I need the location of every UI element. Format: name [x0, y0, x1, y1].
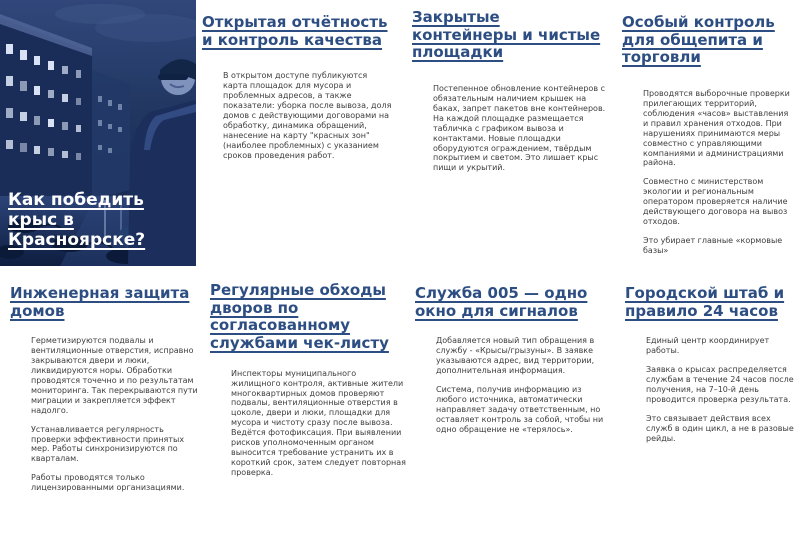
hero-image	[0, 0, 196, 266]
section-title-city-hq: Городской штаб и правило 24 часов	[625, 284, 785, 320]
section-catering-control	[622, 14, 794, 256]
section-body	[415, 336, 607, 434]
section-paragraph: Единый центр координирует работы.	[646, 336, 770, 356]
section-body	[412, 84, 608, 173]
section-regular-rounds	[210, 282, 406, 478]
section-paragraph: Проводятся выборочные проверки прилегающих территорий, соблюдения «часов» выставления и правил хранения отходов. При нарушениях принимаются меры совместно с управляющими компаниями и администрациями района.	[643, 89, 790, 168]
hero-title: Как победить крыс в Красноярске?	[8, 190, 146, 251]
section-title-open-reporting: Открытая отчётность и контроль качества	[202, 13, 388, 49]
section-paragraph: Это убирает главные «кормовые базы»	[643, 235, 783, 255]
section-paragraph: В открытом доступе публикуются карта площадок для мусора и проблемных адресов, а также показатели: уборка после вывоза, доля домов с действующими договорами на обработку, динамика обращений, нанесение на карту "красных зон" (наиболее проблемных) с указанием сроков проведения работ.	[223, 71, 392, 160]
section-body	[210, 369, 406, 478]
section-body	[625, 336, 795, 443]
section-engineering-protection	[10, 285, 200, 493]
section-paragraph: Система, получив информацию из любого источника, автоматически направляет задачу ответственным, но оставляет контроль за собой, чтобы ни одно обращение не «терялось».	[436, 385, 604, 434]
section-paragraph: Заявка о крысах распределяется службам в течение 24 часов после получения, на 7–10-й день проводится проверка результата.	[646, 365, 794, 404]
section-paragraph: Герметизируются подвалы и вентиляционные отверстия, исправно закрываются двери и люки, ликвидируются норы. Обработки проводятся точечно и по результатам мониторинга. Так перекрываются пути миграции и закрепляется эффект надолго.	[31, 336, 198, 415]
section-closed-containers	[412, 9, 608, 173]
section-paragraph: Работы проводятся только лицензированными организациями.	[31, 473, 185, 493]
section-title-closed-containers: Закрытые контейнеры и чистые площадки	[412, 8, 601, 62]
section-paragraph: Постепенное обновление контейнеров с обязательным наличием крышек на баках, запрет пакетов вне контейнеров. На каждой площадке размещается табличка с графиком вывоза и контактами. Новые площадки оборудуются ограждением, твёрдым покрытием и светом. Это лишает крыс пищи и укрытий.	[433, 84, 606, 173]
section-title-regular-rounds: Регулярные обходы дворов по согласованному службами чек-листу	[210, 281, 389, 353]
section-open-reporting	[202, 14, 394, 161]
section-paragraph: Совместно с министерством экологии и региональным оператором проверяется наличие действующего договора на вывоз отходов.	[643, 177, 788, 226]
section-service-005	[415, 285, 607, 435]
section-paragraph: Инспекторы муниципального жилищного контроля, активные жители многоквартирных домов проверяют подвалы, вентиляционные отверстия в цоколе, двери и люки, площадки для мусора и чистоту сразу после вывоза. Ведётся фотофиксация. При выявлении рисков уполномоченным органом выносится требование устранить их в короткий срок, затем следует повторная проверка.	[231, 368, 406, 477]
section-title-engineering-protection: Инженерная защита домов	[10, 284, 190, 320]
section-title-catering-control: Особый контроль для общепита и торговли	[622, 13, 775, 67]
section-title-service-005: Служба 005 — одно окно для сигналов	[415, 284, 588, 320]
section-body	[202, 71, 394, 160]
section-body	[622, 89, 794, 256]
section-body	[10, 336, 200, 493]
section-paragraph: Это связывает действия всех служб в один цикл, а не в разовые рейды.	[646, 413, 794, 443]
section-city-hq	[625, 285, 795, 444]
section-paragraph: Устанавливается регулярность проверки эффективности принятых мер. Работы синхронизируются по кварталам.	[31, 424, 185, 464]
section-paragraph: Добавляется новый тип обращения в службу - «Крысы/грызуны». В заявке указываются адрес, вид территории, дополнительная информация.	[436, 336, 595, 376]
